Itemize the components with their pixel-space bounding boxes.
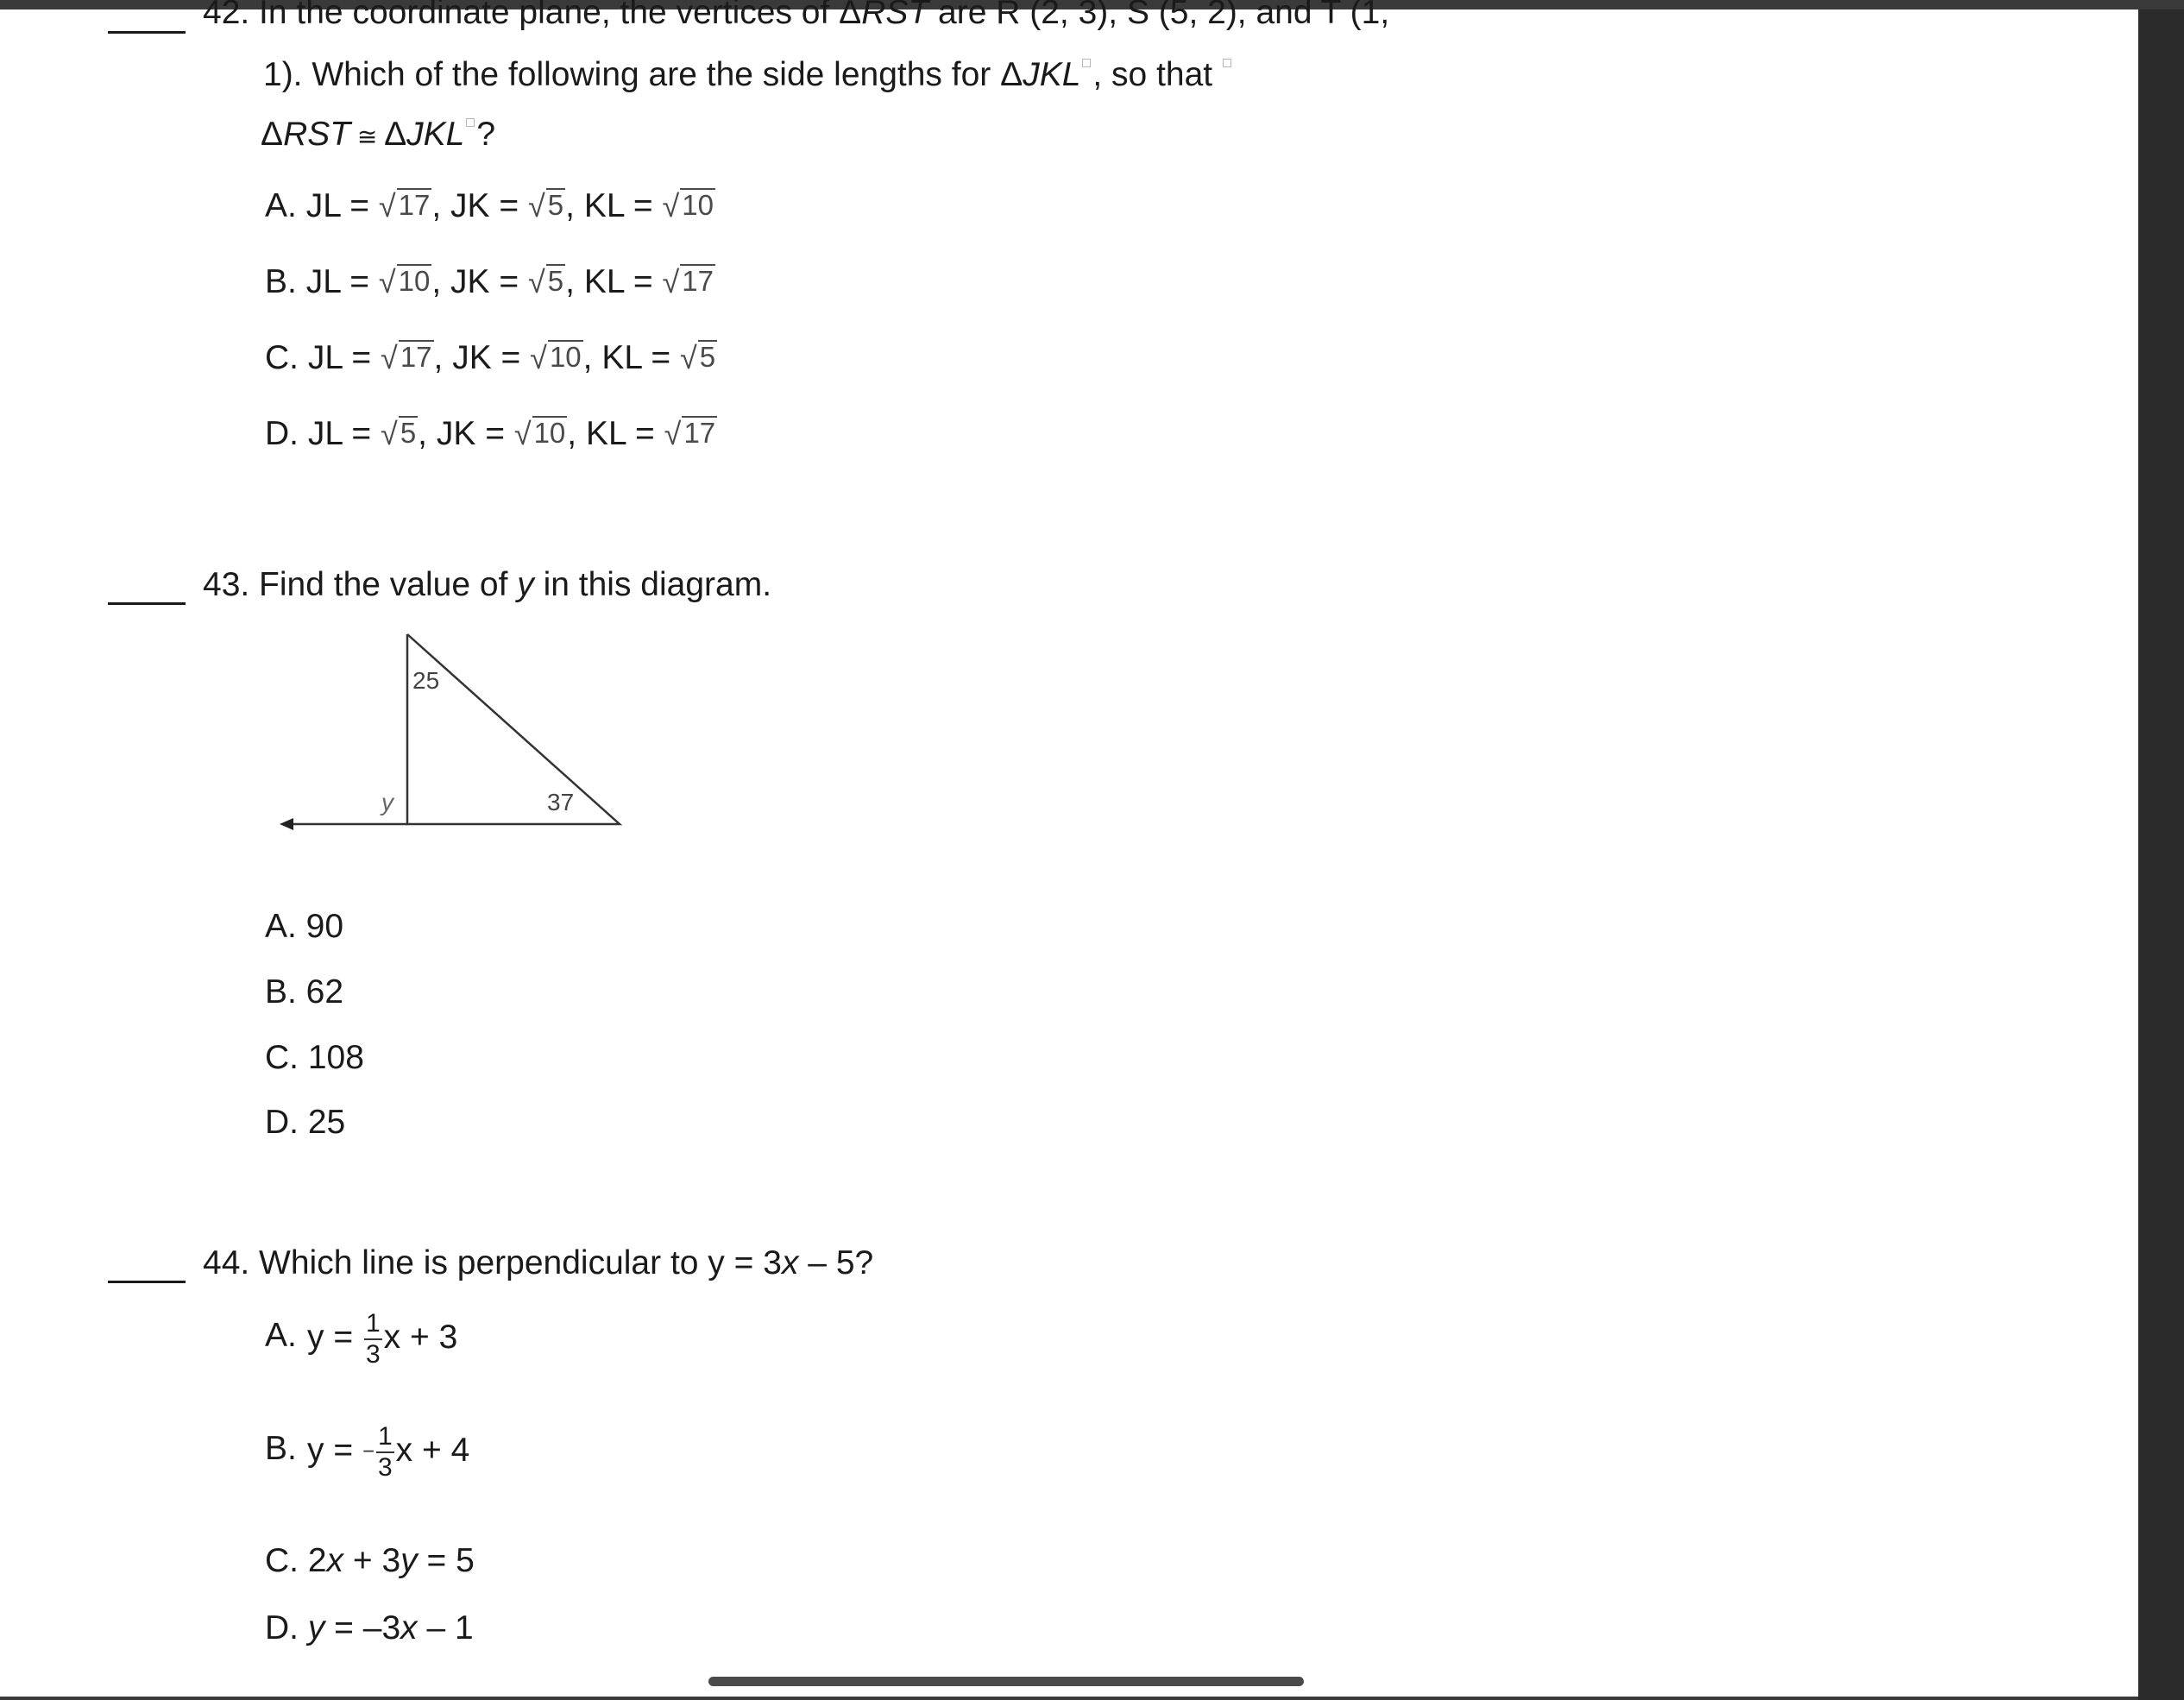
q42-line3: ΔRST ≅ ΔJKL ?	[261, 116, 496, 153]
angle-label-25: 25	[412, 667, 440, 694]
q42-option-c[interactable]: C. JL = √ 17 , JK = √ 10 , KL = √ 5	[265, 339, 716, 376]
q44-option-a-letter[interactable]: A.	[265, 1317, 297, 1354]
q44-option-b-letter[interactable]: B.	[265, 1430, 297, 1467]
angle-label-y: y	[381, 789, 393, 815]
triangle-diagram	[267, 626, 630, 837]
q42-option-b[interactable]: B. JL = √ 10 , JK = √ 5 , KL = √ 17	[265, 263, 714, 300]
q43-prompt: 43. Find the value of y in this diagram.	[203, 566, 772, 603]
q43-option-a[interactable]: A. 90	[265, 908, 344, 945]
home-indicator[interactable]	[708, 1677, 1304, 1686]
q43-option-b[interactable]: B. 62	[265, 973, 344, 1011]
q43-option-d[interactable]: D. 25	[265, 1104, 346, 1141]
bottom-strip	[0, 1697, 2138, 1700]
q44-option-a[interactable]: y = $\frac{1}{3}$ x + 3	[307, 1308, 458, 1369]
q42-option-d[interactable]: D. JL = √ 5 , JK = √ 10 , KL = √ 17	[265, 415, 716, 452]
arrow-head-icon	[280, 818, 293, 830]
q42-line2: 1). Which of the following are the side lengths for ΔJKL , so that	[263, 55, 1233, 95]
triangle-outline	[407, 634, 620, 824]
answer-blank-44[interactable]	[108, 1281, 186, 1283]
q44-option-c[interactable]: C. 2x + 3y = 5	[265, 1542, 475, 1579]
q43-option-c[interactable]: C. 108	[265, 1039, 364, 1076]
right-edge-panel	[2138, 9, 2184, 1700]
angle-label-37: 37	[547, 789, 575, 815]
answer-blank-42[interactable]	[108, 31, 186, 34]
q42-option-a[interactable]: A. JL = √ 17 , JK = √ 5 , KL = √ 10	[265, 187, 714, 224]
q44-prompt: 44. Which line is perpendicular to y = 3x – 5?	[203, 1244, 874, 1281]
q42-line1: 42. In the coordinate plane, the vertices of ΔRST are R (2, 3), S (5, 2), and T (1,	[203, 0, 1390, 31]
q44-option-d[interactable]: D. y = –3x – 1	[265, 1609, 474, 1646]
answer-blank-43[interactable]	[108, 602, 186, 605]
q44-option-b[interactable]: y = − $\frac{1}{3}$ x + 4	[307, 1421, 470, 1482]
